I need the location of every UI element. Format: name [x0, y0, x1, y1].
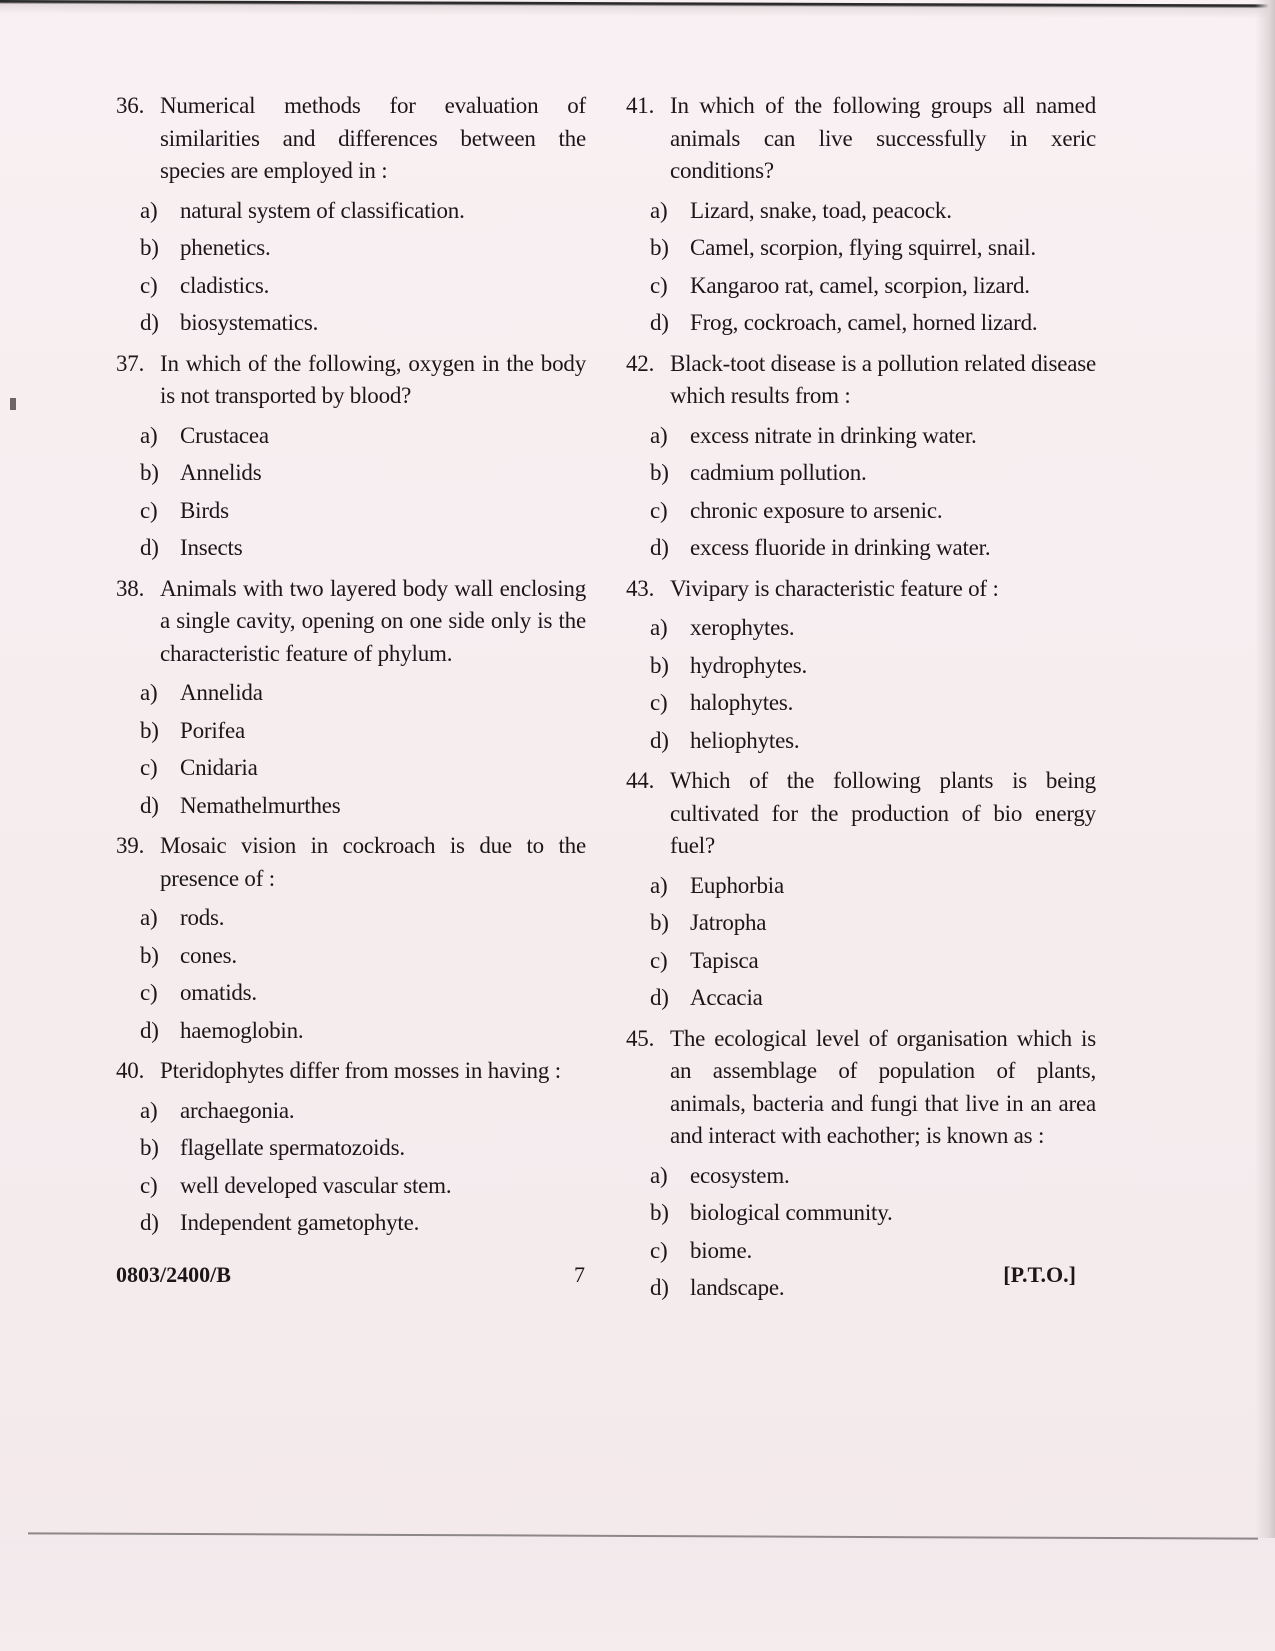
- option-label: d): [140, 1017, 159, 1043]
- answer-option: [626, 417, 1096, 455]
- answer-option: [626, 529, 1096, 567]
- paper-code: 0803/2400/B: [116, 1262, 231, 1287]
- right-column: [626, 90, 1096, 1313]
- question-text: In which of the following groups all named animals can live successfully in xeric conditions?: [670, 93, 1096, 183]
- option-label: a): [140, 680, 158, 705]
- option-text: natural system of classification.: [180, 197, 465, 223]
- answer-option: [626, 192, 1096, 230]
- option-label: a): [140, 197, 158, 223]
- question-stem: [116, 830, 586, 895]
- question-stem: [626, 765, 1096, 863]
- option-text: biome.: [690, 1237, 753, 1263]
- option-text: rods.: [180, 905, 225, 930]
- question-stem: [626, 90, 1096, 188]
- option-text: landscape.: [690, 1275, 785, 1300]
- option-label: d): [140, 535, 159, 560]
- answer-option: [116, 674, 586, 712]
- option-text: Euphorbia: [690, 872, 785, 898]
- option-label: a): [140, 1097, 158, 1123]
- option-text: cones.: [180, 942, 237, 968]
- question-stem: [626, 573, 1096, 606]
- option-text: hydrophytes.: [690, 652, 808, 678]
- option-text: Birds: [180, 497, 229, 523]
- question-block: [626, 765, 1096, 1017]
- option-text: phenetics.: [180, 235, 271, 260]
- answer-option: [626, 722, 1096, 760]
- question-stem: [626, 1023, 1096, 1153]
- answer-options: [116, 1092, 586, 1242]
- answer-option: [626, 684, 1096, 722]
- option-text: Annelida: [180, 680, 263, 705]
- answer-option: [116, 749, 586, 787]
- option-text: omatids.: [180, 980, 257, 1005]
- question-block: [116, 830, 586, 1049]
- answer-option: [626, 304, 1096, 342]
- question-text: The ecological level of organisation which is an assemblage of population of plants, animals, bacteria and fungi that live in an area and interact with eachother; is known as :: [670, 1025, 1096, 1148]
- question-text: Mosaic vision in cockroach is due to the presence of :: [160, 833, 586, 891]
- question-text: In which of the following, oxygen in the body is not transported by blood?: [160, 350, 586, 408]
- answer-option: [116, 1012, 586, 1050]
- option-text: Kangaroo rat, camel, scorpion, lizard.: [690, 272, 1030, 298]
- option-label: c): [140, 1172, 158, 1198]
- option-text: cadmium pollution.: [690, 460, 867, 485]
- answer-options: [626, 192, 1096, 342]
- option-label: b): [650, 910, 669, 935]
- answer-option: [626, 647, 1096, 685]
- answer-option: [626, 1157, 1096, 1195]
- answer-option: [116, 454, 586, 492]
- option-text: heliophytes.: [690, 727, 800, 753]
- option-label: c): [650, 947, 668, 973]
- answer-option: [116, 899, 586, 937]
- option-label: a): [650, 1162, 668, 1188]
- answer-option: [116, 492, 586, 530]
- option-text: Camel, scorpion, flying squirrel, snail.: [690, 235, 1036, 260]
- option-label: a): [650, 872, 668, 898]
- option-text: chronic exposure to arsenic.: [690, 497, 943, 523]
- answer-options: [116, 192, 586, 342]
- option-label: c): [140, 980, 158, 1005]
- please-turn-over: [P.T.O.]: [1003, 1262, 1076, 1287]
- option-text: Tapisca: [690, 947, 759, 973]
- option-label: b): [140, 1135, 159, 1160]
- option-label: b): [140, 235, 159, 260]
- answer-option: [116, 712, 586, 750]
- option-label: c): [140, 497, 158, 523]
- question-block: [626, 90, 1096, 342]
- question-stem: [116, 348, 586, 413]
- question-stem: [626, 348, 1096, 413]
- question-number: 40.: [116, 1058, 145, 1083]
- option-label: d): [650, 535, 669, 560]
- answer-option: [116, 1129, 586, 1167]
- option-label: c): [650, 690, 668, 715]
- answer-option: [116, 229, 586, 267]
- question-block: [626, 348, 1096, 567]
- option-label: b): [650, 460, 669, 485]
- answer-options: [116, 674, 586, 824]
- option-label: a): [140, 422, 158, 448]
- option-label: c): [650, 272, 668, 298]
- option-text: Cnidaria: [180, 755, 258, 780]
- answer-option: [116, 937, 586, 975]
- answer-options: [626, 867, 1096, 1017]
- option-text: flagellate spermatozoids.: [180, 1135, 405, 1160]
- option-label: b): [650, 1200, 669, 1225]
- option-label: a): [650, 422, 668, 448]
- question-text: Vivipary is characteristic feature of :: [670, 575, 999, 601]
- option-text: Insects: [180, 535, 243, 560]
- option-text: Lizard, snake, toad, peacock.: [690, 197, 952, 223]
- option-label: d): [650, 727, 669, 753]
- question-stem: [116, 573, 586, 671]
- question-block: [116, 348, 586, 567]
- option-text: Jatropha: [690, 910, 767, 935]
- option-label: b): [140, 460, 159, 485]
- option-label: c): [140, 755, 158, 780]
- option-label: b): [650, 652, 669, 678]
- option-label: c): [650, 497, 668, 523]
- left-column: [116, 90, 586, 1248]
- question-number: 43.: [626, 575, 655, 601]
- option-label: a): [140, 905, 158, 930]
- question-text: Numerical methods for evaluation of similarities and differences between the species are employed in :: [160, 93, 586, 183]
- page-number: 7: [574, 1262, 585, 1287]
- option-text: cladistics.: [180, 272, 270, 298]
- option-label: d): [650, 1275, 669, 1300]
- question-block: [116, 90, 586, 342]
- option-text: excess nitrate in drinking water.: [690, 422, 977, 448]
- option-text: Annelids: [180, 460, 262, 485]
- answer-options: [626, 609, 1096, 759]
- option-text: halophytes.: [690, 690, 794, 715]
- option-label: c): [650, 1237, 668, 1263]
- question-block: [116, 573, 586, 825]
- option-label: d): [140, 1210, 159, 1235]
- question-text: Animals with two layered body wall enclosing a single cavity, opening on one side only is the characteristic feature of phylum.: [160, 575, 586, 666]
- option-label: d): [140, 310, 159, 335]
- question-block: [626, 573, 1096, 760]
- question-number: 42.: [626, 350, 655, 376]
- answer-options: [116, 899, 586, 1049]
- answer-option: [116, 304, 586, 342]
- answer-option: [626, 492, 1096, 530]
- answer-option: [626, 867, 1096, 905]
- answer-option: [116, 974, 586, 1012]
- option-text: Independent gametophyte.: [180, 1210, 420, 1235]
- option-label: a): [650, 197, 668, 223]
- option-label: b): [140, 717, 159, 743]
- option-text: Accacia: [690, 985, 763, 1010]
- option-text: archaegonia.: [180, 1097, 295, 1123]
- answer-option: [116, 192, 586, 230]
- answer-option: [626, 229, 1096, 267]
- answer-option: [626, 979, 1096, 1017]
- answer-option: [626, 1194, 1096, 1232]
- question-number: 39.: [116, 833, 145, 858]
- answer-options: [116, 417, 586, 567]
- option-text: Porifea: [180, 717, 246, 743]
- answer-options: [626, 417, 1096, 567]
- binding-mark: [10, 398, 16, 410]
- answer-option: [116, 1167, 586, 1205]
- question-stem: [116, 90, 586, 188]
- page-footer: [116, 1262, 1076, 1292]
- answer-option: [626, 942, 1096, 980]
- option-label: a): [650, 615, 668, 640]
- question-block: [116, 1055, 586, 1242]
- option-text: ecosystem.: [690, 1162, 790, 1188]
- answer-option: [626, 267, 1096, 305]
- option-text: xerophytes.: [690, 615, 795, 640]
- option-label: d): [650, 985, 669, 1010]
- answer-option: [116, 417, 586, 455]
- option-text: excess fluoride in drinking water.: [690, 535, 991, 560]
- answer-option: [116, 1204, 586, 1242]
- question-number: 36.: [116, 93, 145, 118]
- option-text: biosystematics.: [180, 310, 319, 335]
- answer-option: [116, 1092, 586, 1130]
- question-number: 44.: [626, 768, 655, 793]
- question-text: Black-toot disease is a pollution related disease which results from :: [670, 350, 1096, 408]
- question-text: Which of the following plants is being cultivated for the production of bio energy fuel?: [670, 768, 1096, 858]
- option-text: Nemathelmurthes: [180, 792, 341, 818]
- question-number: 37.: [116, 350, 145, 376]
- option-label: c): [140, 272, 158, 298]
- option-text: Crustacea: [180, 422, 269, 448]
- answer-option: [116, 787, 586, 825]
- option-label: b): [140, 942, 159, 968]
- option-label: d): [140, 792, 159, 818]
- option-label: d): [650, 310, 669, 335]
- answer-option: [626, 904, 1096, 942]
- answer-option: [626, 454, 1096, 492]
- question-text: Pteridophytes differ from mosses in having :: [160, 1058, 561, 1083]
- option-text: Frog, cockroach, camel, horned lizard.: [690, 310, 1038, 335]
- question-stem: [116, 1055, 586, 1088]
- answer-option: [116, 529, 586, 567]
- answer-option: [626, 609, 1096, 647]
- page-bottom-margin: [0, 1538, 1275, 1651]
- option-label: b): [650, 235, 669, 260]
- question-number: 45.: [626, 1025, 655, 1051]
- option-text: biological community.: [690, 1200, 893, 1225]
- right-edge-shadow: [1255, 0, 1275, 1651]
- answer-option: [116, 267, 586, 305]
- question-number: 41.: [626, 93, 655, 118]
- option-text: haemoglobin.: [180, 1017, 304, 1043]
- option-text: well developed vascular stem.: [180, 1172, 452, 1198]
- question-number: 38.: [116, 575, 145, 601]
